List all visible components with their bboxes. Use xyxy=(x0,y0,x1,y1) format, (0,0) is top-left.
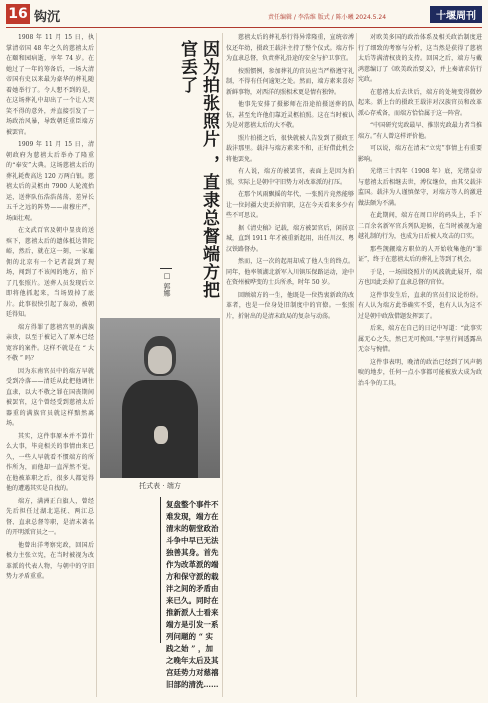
paragraph: 他曾出洋考察宪政，回国后极力主张立宪，在当时被视为改革派的代表人物，与朝中的守旧势力矛盾重重。 xyxy=(6,541,94,580)
newspaper-brand: 十堰周刊 xyxy=(430,6,482,23)
column-divider xyxy=(356,33,357,697)
article-column-4 xyxy=(358,33,482,697)
paragraph: 端方，满洲正白旗人，曾经先后担任过湖北巡抚、两江总督、直隶总督等职，是清末著名的开明派官员之一。 xyxy=(6,497,94,536)
article-column-1 xyxy=(6,33,94,697)
paragraph: 那些觊觎端方职位的人开始收集他的“罪证”，终于在慈禧太后的葬礼上等到了机会。 xyxy=(358,245,482,263)
paragraph: 然而，这一次的起用却成了他人生的终点。同年，他率领湖北新军入川镇压保路运动，途中在资州被哗变的士兵所杀，时年 50 岁。 xyxy=(226,258,354,286)
paragraph: 在此期间，端方在周口岸的码头上，手下二百余名新军官兵列队迎候，在当时被视为逾越礼制的行为，也成为日后被人攻击的口实。 xyxy=(358,212,482,240)
page-number: 16 xyxy=(6,4,30,24)
paragraph: 后来，端方在自己的日记中写道：“此事实属无心之失，然已无可挽回。”字里行间透露出无奈与惋惜。 xyxy=(358,325,482,353)
paragraph: 对欧美多国的政治体系及相关政治制度进行了细致的考察与分析，这当然是获得了慈禧太后等满清权贵的支持。回国之后，端方与戴鸿慈编订了《欧美政治要义》，并上奏请求仿行宪政。 xyxy=(358,34,482,83)
article-column-3 xyxy=(226,33,354,697)
paragraph: 因为东南官员中的端方早就受到冷落——清廷从此把他调往直隶，以大不敬之罪在国丧期间被罢官，这个曾经受到慈禧太后器重的满族官员就这样黯然离场。 xyxy=(6,367,94,427)
paragraph: 在文武百官及朝中显贵的送殡下，慈禧太后的遗体抵达普陀峪，然后，就在这一刻，一家雇佣的北京有一个记者混到了现场，闯到了不该闯的地方，拍下了几张照片。送葬人员发现后立即将他抓起来，当场毁掉了底片。此事很快引起了轰动，被朝廷得知。 xyxy=(6,227,94,318)
paragraph: 于是，一场围绕照片的风波就此展开，端方也因此丢掉了直隶总督的官位。 xyxy=(358,268,482,286)
pull-quote: 复盘整个事件不难发现，端方在清末的朝堂政治斗争中早已无法独善其身。首先作为改革派的端方和保守派的载沣之间的矛盾由来已久。同时在推新派人士看来端方是引发一系列问题的 “ 实践之始 ” ，加之晚年太后及其宫廷势力对慈禧旧部的清洗…… xyxy=(164,497,222,643)
paragraph: 据《清史稿》记载，端方被罢官后，闲居京城，直到 1911 年才被重新起用，出任川汉、粤汉铁路督办。 xyxy=(226,224,354,253)
paragraph: 回顾端方的一生，他既是一位热衷新政的改革者，也是一位身处旧制度中的官僚。一张照片，折射出的是清末政局的复杂与动荡。 xyxy=(226,291,354,320)
paragraph: 1909 年 11 月 15 日，清朝政府为慈禧太后举办了隆重的“奉安”大典。这场慈禧太后的葬礼耗费高达 120 万两白银。慈禧太后的灵柩由 7900 人轮流抬运，送葬队伍浩浩荡荡，差异长五千之远的阵势——肃穆庄严，场面壮观。 xyxy=(6,141,94,222)
editor-credits: 责任编辑 / 李浩维 版式 / 陈小曦 2024.5.24 xyxy=(268,14,387,21)
paragraph: 其实，这件事原本并不算什么大事，毕竟相关的事情由来已久，一些人早就看不惯端方的所作所为，而他却一直浑然不觉。在他被革职之后，很多人都觉得他的遭遇其实是自找的。 xyxy=(6,432,94,492)
paragraph: 端方得罪了慈禧宫里的满族亲贵，以至于被记入了原本已经宽容的案件。这样不就是在 “ 大不敬 ” 吗？ xyxy=(6,323,94,362)
paragraph: 光绪三十四年（1908 年）底，光绪皇帝与慈禧太后相继去世，溥仪继位，由其父载沣监国。载沣为人谨慎保守，对端方等人的激进做法颇为不满。 xyxy=(358,168,482,207)
paragraph: 可以说，端方在清末“立宪”事情上有重要影响。 xyxy=(358,145,482,163)
paragraph: 按照惯例，参加葬礼的官员应当严格遵守礼制，不得有任何逾矩之处。然而，端方素来喜好新鲜事物，对西洋的照相术更是情有独钟。 xyxy=(226,67,354,96)
section-title: 钩沉 xyxy=(34,10,61,25)
column-divider xyxy=(222,33,223,697)
paragraph: 他事先安排了摄影师在沿途拍摄送葬的队伍，甚至允许他们靠近灵柩拍照。这在当时被认为是对慈禧太后的大不敬。 xyxy=(226,101,354,129)
article-title: 因为拍张照片 ，直隶总督端方把官丢了 xyxy=(177,40,219,299)
paragraph: 有人说，端方的被罢官，表面上是因为拍照，实际上是朝中守旧势力对改革派的打压。 xyxy=(226,168,354,186)
paragraph: 这件事表明，晚清的政治已经到了风声鹤唳的地步，任何一点小事都可能被放大成为政治斗争的工具。 xyxy=(358,358,482,387)
paragraph: 在那个风雨飘摇的年代，一张照片竟然能够让一位封疆大吏丢掉官职，这在今天看来多少有些不可思议。 xyxy=(226,191,354,219)
page-header xyxy=(0,0,488,30)
article-author: □ 郭娜 xyxy=(160,268,172,302)
paragraph: 1908 年 11 月 15 日，执掌清帝国 48 年之久的慈禧太后在颐和园病逝，享年 74 岁。在她过了一年的筹备后，一场大清帝国有史以来最为豪华的葬礼随着她举行了。令人想不到的是，在这场葬礼中却出了一个让人哭笑不得的意外，并直接引发了一场政治风暴，导致朝廷重臣端方被罢官。 xyxy=(6,34,94,136)
column-divider xyxy=(96,33,97,697)
portrait-photo xyxy=(100,318,220,478)
pull-quote-rule xyxy=(160,497,161,643)
header-rule xyxy=(6,27,482,28)
paragraph: “中国研究宪政最早、推崇宪政最力者当推端方。”有人曾这样评价他。 xyxy=(358,122,482,140)
photo-caption: 托式表 · 端方 xyxy=(139,482,181,490)
paragraph: 在慈禧太后去世后，端方的处境变得微妙起来。新上台的摄政王载沣对汉族官员和改革派心存戒备，而端方恰恰属于这一阵营。 xyxy=(358,88,482,117)
paragraph: 这件事发生后，直隶的官员们议论纷纷。有人认为端方此举确实不妥，也有人认为这不过是朝中政敌借题发挥罢了。 xyxy=(358,291,482,320)
paragraph: 照片拍摄之后，很快就被人告发到了摄政王载沣那里。载沣与端方素来不和，正好借此机会将他罢免。 xyxy=(226,134,354,163)
paragraph: 慈禧太后的葬礼举行得异常隆重，宣统帝溥仪还年幼，摄政王载沣主持了整个仪式。端方作为直隶总督，负责葬礼沿途的安全与护卫事宜。 xyxy=(226,34,354,62)
